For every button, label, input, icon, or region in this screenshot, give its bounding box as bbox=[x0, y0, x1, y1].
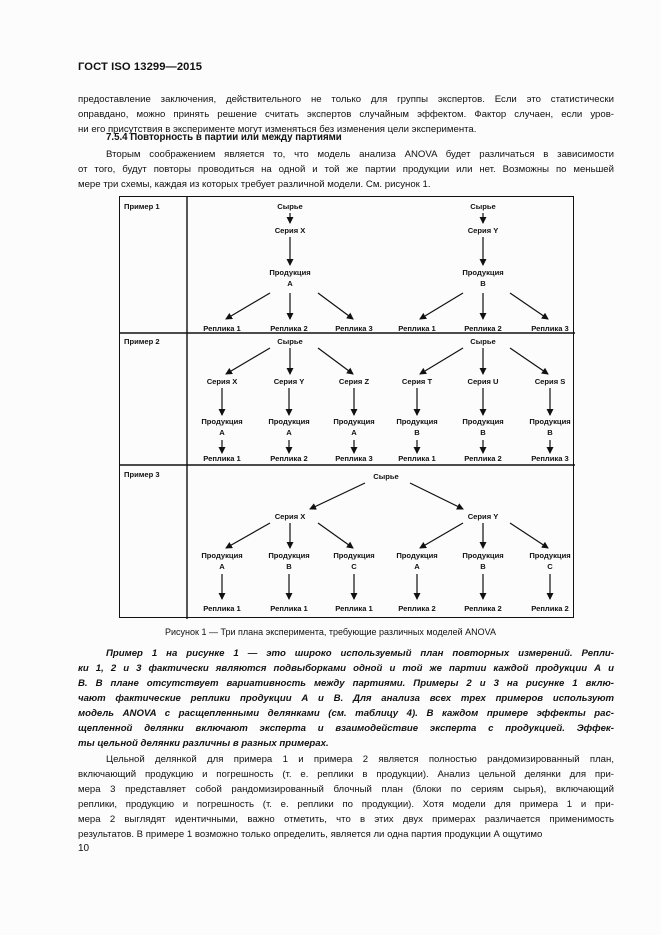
text-line: включающий продукцию и погрешность (т. е. реплики в продукции). Анализ цельной делянки для при- bbox=[78, 769, 614, 780]
product-label: Продукция bbox=[268, 551, 310, 560]
raw-material-label: Сырье bbox=[470, 337, 496, 346]
example-3-label: Пример 3 bbox=[124, 470, 160, 479]
product-label: Продукция bbox=[396, 551, 438, 560]
product-label: В bbox=[547, 428, 553, 437]
product-label: Продукция bbox=[529, 551, 571, 560]
product-label: А bbox=[414, 562, 420, 571]
product-label: Продукция bbox=[529, 417, 571, 426]
replica-label: Реплика 2 bbox=[270, 324, 308, 333]
replica-label: Реплика 1 bbox=[203, 324, 241, 333]
arrow bbox=[318, 523, 353, 548]
replica-label: Реплика 2 bbox=[270, 454, 308, 463]
product-label: А bbox=[219, 428, 225, 437]
arrow bbox=[510, 523, 548, 548]
text-line: чают фактические реплики продукции А и В. Для анализа всех трех примеров используют bbox=[78, 693, 614, 704]
replica-label: Реплика 2 bbox=[398, 604, 436, 613]
replica-label: Реплика 1 bbox=[203, 454, 241, 463]
product-label: Продукция bbox=[201, 417, 243, 426]
text-line: Цельной делянкой для примера 1 и примера 2 является полностью рандомизированный план, bbox=[106, 754, 614, 765]
product-label: В bbox=[480, 279, 486, 288]
product-label: В bbox=[480, 428, 486, 437]
arrow bbox=[310, 483, 365, 509]
text-line: Вторым соображением является то, что модель анализа ANOVA будет различаться в зависимости bbox=[106, 149, 614, 160]
product-label: С bbox=[351, 562, 357, 571]
arrow bbox=[510, 348, 548, 374]
figure-svg bbox=[120, 197, 575, 619]
series-label: Серия Y bbox=[467, 226, 499, 235]
product-label: Продукция bbox=[333, 551, 375, 560]
text-line: мера 2 выглядят идентичными, важно отметить, что в этих двух примерах различается применимость bbox=[78, 814, 614, 825]
text-line: Пример 1 на рисунке 1 — это широко используемый план повторных измерений. Репли- bbox=[106, 648, 614, 659]
replica-label: Реплика 1 bbox=[398, 324, 436, 333]
arrow bbox=[420, 348, 463, 374]
product-label: Продукция bbox=[462, 551, 504, 560]
text-line: ки 1, 2 и 3 фактически являются подвыборками одной и той же партии каждой продукции А и bbox=[78, 663, 614, 674]
replica-label: Реплика 3 bbox=[335, 454, 373, 463]
page-number: 10 bbox=[78, 843, 90, 854]
replica-label: Реплика 2 bbox=[464, 454, 502, 463]
example-1-label: Пример 1 bbox=[124, 202, 160, 211]
replica-label: Реплика 2 bbox=[531, 604, 569, 613]
product-label: Продукция bbox=[396, 417, 438, 426]
arrow bbox=[420, 293, 463, 319]
arrow bbox=[318, 293, 353, 319]
figure-caption: Рисунок 1 — Три плана эксперимента, требующие различных моделей ANOVA bbox=[165, 627, 496, 637]
example-2-label: Пример 2 bbox=[124, 337, 160, 346]
document-header: ГОСТ ISO 13299—2015 bbox=[78, 61, 203, 73]
replica-label: Реплика 1 bbox=[270, 604, 308, 613]
paragraph-1 bbox=[78, 92, 614, 137]
product-label: В bbox=[286, 562, 292, 571]
series-label: Серия U bbox=[467, 377, 499, 386]
raw-material-label: Сырье bbox=[373, 472, 399, 481]
product-label: А bbox=[286, 428, 292, 437]
text-line: предоставление заключения, действительного не только для группы экспертов. Если это статистически bbox=[78, 94, 614, 105]
arrow bbox=[226, 523, 270, 548]
arrow bbox=[226, 348, 270, 374]
product-label: Продукция bbox=[462, 417, 504, 426]
text-line: мере три схемы, каждая из которых требует различной модели. См. рисунок 1. bbox=[78, 179, 431, 190]
series-label: Серия Y bbox=[273, 377, 305, 386]
text-line: В. В плане отсутствует вариативность между партиями. Примеры 2 и 3 на рисунке 1 вклю- bbox=[78, 678, 614, 689]
replica-label: Реплика 1 bbox=[398, 454, 436, 463]
product-label: Продукция bbox=[269, 268, 311, 277]
text-line: результатов. В примере 1 возможно только определить, является ли одна партия продукции А ощутимо bbox=[78, 829, 543, 840]
raw-material-label: Сырье bbox=[277, 337, 303, 346]
product-label: С bbox=[547, 562, 553, 571]
series-label: Серия X bbox=[206, 377, 238, 386]
product-label: Продукция bbox=[201, 551, 243, 560]
product-label: А bbox=[287, 279, 293, 288]
product-label: Продукция bbox=[333, 417, 375, 426]
series-label: Серия X bbox=[274, 226, 306, 235]
text-line: от того, будут повторы проводиться на одной и той же партии продукции или нет. Возможны по меньшей bbox=[78, 164, 614, 175]
text-line: модель ANOVA с расщепленными делянками (см. таблицу 4). В каждом примере эффекты рас- bbox=[78, 708, 614, 719]
replica-label: Реплика 2 bbox=[464, 604, 502, 613]
raw-material-label: Сырье bbox=[277, 202, 303, 211]
product-label: В bbox=[480, 562, 486, 571]
text-line: мера 3 представляет собой рандомизированный блочный план (блоки по сериям сырья), включающий bbox=[78, 784, 614, 795]
arrow bbox=[318, 348, 353, 374]
figure-1-diagram bbox=[119, 196, 574, 618]
product-label: А bbox=[351, 428, 357, 437]
product-label: Продукция bbox=[462, 268, 504, 277]
series-label: Серия Y bbox=[467, 512, 499, 521]
text-line: реплики, продукцию и погрешность (т. е. реплики по продукции). Хотя модели для примера 1 и при- bbox=[78, 799, 614, 810]
replica-label: Реплика 3 bbox=[531, 324, 569, 333]
replica-label: Реплика 2 bbox=[464, 324, 502, 333]
text-line: оправдано, можно принять решение считать экспертов случайным эффектом. Фактор случаен, если уров- bbox=[78, 109, 614, 120]
arrow bbox=[410, 483, 463, 509]
series-label: Серия T bbox=[401, 377, 433, 386]
arrow bbox=[226, 293, 270, 319]
arrow bbox=[510, 293, 548, 319]
series-label: Серия S bbox=[534, 377, 566, 386]
product-label: В bbox=[414, 428, 420, 437]
paragraph-3 bbox=[78, 646, 614, 751]
text-line: щепленной делянки включают эксперта и взаимодействие эксперта с продукцией. Эффек- bbox=[78, 723, 614, 734]
paragraph-2 bbox=[78, 147, 614, 192]
replica-label: Реплика 3 bbox=[531, 454, 569, 463]
replica-label: Реплика 1 bbox=[335, 604, 373, 613]
text-line: ни его присутствия в эксперименте могут изменяться без изменения цели эксперимента. bbox=[78, 124, 477, 135]
product-label: Продукция bbox=[268, 417, 310, 426]
paragraph-4 bbox=[78, 752, 614, 842]
text-line: ты цельной делянки различны в разных примерах. bbox=[78, 738, 329, 749]
replica-label: Реплика 3 bbox=[335, 324, 373, 333]
product-label: А bbox=[219, 562, 225, 571]
arrow bbox=[420, 523, 463, 548]
replica-label: Реплика 1 bbox=[203, 604, 241, 613]
series-label: Серия Z bbox=[338, 377, 370, 386]
raw-material-label: Сырье bbox=[470, 202, 496, 211]
series-label: Серия X bbox=[274, 512, 306, 521]
section-heading: 7.5.4 Повторность в партии или между партиями bbox=[106, 132, 342, 143]
